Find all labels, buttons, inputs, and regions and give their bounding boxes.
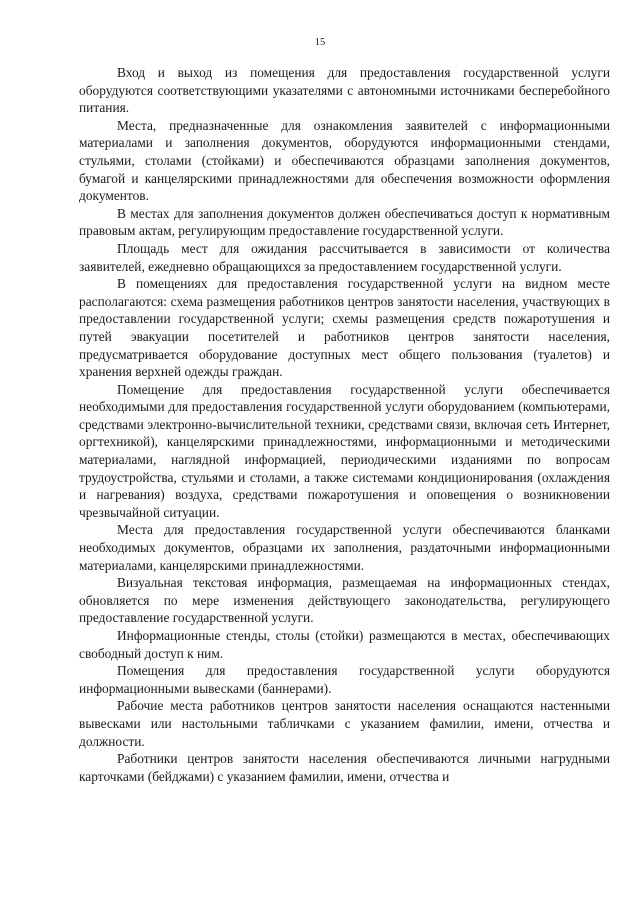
paragraph-entrance-exit: Вход и выход из помещения для предоставления государственной услуги оборудуются соответствующими указателями с автономными источниками бесперебойного питания. bbox=[79, 65, 610, 116]
paragraph-document-filling-access: В местах для заполнения документов должен обеспечиваться доступ к нормативным правовым актам, регулирующим предоставление государственной услуги. bbox=[79, 205, 610, 239]
paragraph-workplaces: Рабочие места работников центров занятости населения оснащаются настенными вывесками или настольными табличками с указанием фамилии, имени, отчества и должности. bbox=[79, 698, 610, 749]
paragraph-familiarization-places: Места, предназначенные для ознакомления заявителей с информационными материалами и заполнения документов, оборудуются информационными стендами, стульями, столами (стойками) и обеспечиваются образцами заполнения документов, бумагой и канцелярскими принадлежностями для обеспечения возможности оформления документов. bbox=[79, 117, 610, 204]
paragraph-info-stands: Информационные стенды, столы (стойки) размещаются в местах, обеспечивающих свободный доступ к ним. bbox=[79, 628, 610, 661]
page-number: 15 bbox=[314, 37, 326, 48]
paragraph-badges: Работники центров занятости населения обеспечиваются личными нагрудными карточками (бейджами) с указанием фамилии, имени, отчества и bbox=[79, 751, 610, 784]
paragraph-forms-and-samples: Места для предоставления государственной услуги обеспечиваются бланками необходимых документов, образцами их заполнения, раздаточными информационными материалами, канцелярскими принадлежностями. bbox=[79, 522, 610, 573]
paragraph-visual-information: Визуальная текстовая информация, размещаемая на информационных стендах, обновляется по мере изменения действующего законодательства, регулирующего предоставление государственной услуги. bbox=[79, 575, 610, 626]
paragraph-equipment: Помещение для предоставления государственной услуги обеспечивается необходимыми для предоставления государственной услуги оборудованием (компьютерами, средствами электронно-вычислительной техники, средствами связи, включая сеть Интернет, оргтехникой), канцелярскими принадлежностями, информационными и методическими материалами, наглядной информацией, периодическими изданиями по вопросам трудоустройства, стульями и столами, а также системами кондиционирования (охлаждения и нагревания) воздуха, средствами пожаротушения и оповещения о возникновении чрезвычайной ситуации. bbox=[79, 381, 610, 520]
paragraph-signboards: Помещения для предоставления государственной услуги оборудуются информационными вывесками (баннерами). bbox=[79, 663, 610, 696]
document-body bbox=[79, 64, 610, 785]
paragraph-placement-schemes: В помещениях для предоставления государственной услуги на видном месте располагаются: схема размещения работников центров занятости населения, участвующих в предоставлении государственной услуги; схемы размещения средств пожаротушения и путей эвакуации посетителей и работников центров занятости населения, предусматривается оборудование доступных мест общего пользования (туалетов) и хранения верхней одежды граждан. bbox=[79, 276, 610, 380]
paragraph-waiting-area: Площадь мест для ожидания рассчитывается в зависимости от количества заявителей, ежедневно обращающихся за предоставлением государственной услуги. bbox=[79, 240, 610, 274]
